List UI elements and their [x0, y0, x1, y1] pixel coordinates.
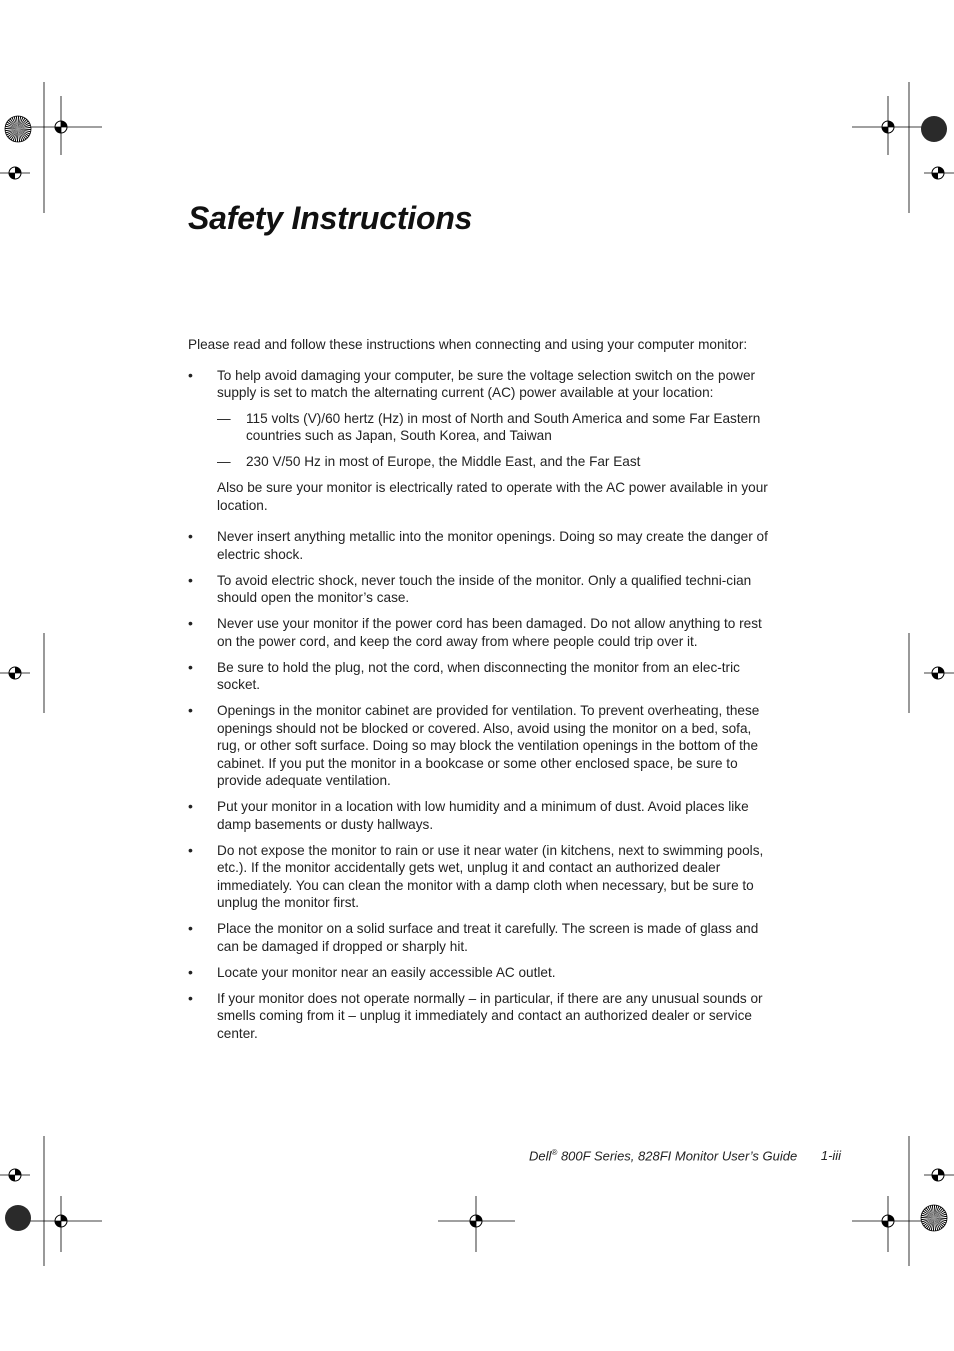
list-item-text: Put your monitor in a location with low humidity and a minimum of dust. Avoid places like damp basements or dusty hallways.	[217, 799, 749, 832]
dash-icon: —	[217, 410, 231, 426]
bullet-icon: •	[188, 798, 193, 814]
sub-list-item	[217, 410, 768, 445]
list-item-text: Never use your monitor if the power cord has been damaged. Do not allow anything to rest on the power cord, and keep the cord away from where people could trip over it.	[217, 616, 762, 649]
registration-mark-icon	[932, 1169, 944, 1181]
footer-guide-title: 800F Series, 828FI Monitor User’s Guide	[560, 1148, 798, 1164]
bullet-icon: •	[188, 920, 193, 936]
page-title: Safety Instructions	[188, 200, 473, 236]
bullet-icon: •	[188, 702, 193, 718]
registration-mark-icon	[9, 667, 21, 679]
registration-mark-icon	[470, 1215, 482, 1227]
bullet-icon: •	[188, 841, 193, 858]
list-item	[188, 842, 768, 912]
list-item-text: Locate your monitor near an easily accessible AC outlet.	[217, 964, 556, 980]
bullet-icon: •	[188, 615, 193, 631]
list-item	[188, 615, 768, 650]
dash-icon: —	[217, 454, 231, 469]
sub-list-item-text: 230 V/50 Hz in most of Europe, the Middle East, and the Far East	[246, 454, 641, 469]
list-item	[188, 367, 768, 515]
bullet-icon: •	[188, 528, 193, 544]
solid-disc-target-icon	[921, 116, 947, 142]
list-item-text: Never insert anything metallic into the monitor openings. Doing so may create the danger of electric shock.	[217, 529, 768, 562]
registration-mark-icon	[55, 121, 67, 133]
list-item	[188, 659, 768, 694]
bullet-icon: •	[188, 571, 193, 588]
page-number: 1-iii	[820, 1148, 842, 1164]
registered-mark: ®	[551, 1148, 558, 1157]
registration-mark-icon	[932, 667, 944, 679]
starburst-target-icon	[5, 116, 31, 142]
list-item-text: Place the monitor on a solid surface and treat it carefully. The screen is made of glass and can be damaged if dropped or sharply hit.	[217, 921, 759, 954]
registration-mark-icon	[882, 121, 894, 133]
starburst-target-icon	[921, 1205, 947, 1231]
list-item	[188, 572, 768, 607]
registration-mark-icon	[932, 167, 944, 179]
list-item-text: Be sure to hold the plug, not the cord, when disconnecting the monitor from an elec-tric socket.	[217, 659, 740, 692]
registration-mark-icon	[9, 1169, 21, 1181]
list-item	[188, 964, 768, 982]
voltage-sub-list	[217, 410, 768, 471]
footer-brand: Dell	[529, 1148, 552, 1164]
bullet-icon: •	[188, 963, 193, 980]
list-item-text: To help avoid damaging your computer, be sure the voltage selection switch on the power supply is set to match the alternating current (AC) power available at your location:	[217, 367, 756, 400]
sub-list-item	[217, 453, 768, 471]
intro-paragraph: Please read and follow these instructions when connecting and using your computer monitor:	[188, 337, 748, 352]
bullet-icon: •	[188, 989, 193, 1006]
list-item	[188, 798, 768, 833]
bullet-icon: •	[188, 366, 193, 383]
list-item-text: Openings in the monitor cabinet are provided for ventilation. To prevent overheating, these openings should not be blocked or covered. Also, avoid using the monitor on a bed, sofa, rug, or other soft surface. Doing so may block the ventilation openings in the bottom of the cabinet. If you put the monitor in a bookcase or some other enclosed space, be sure to provide adequate ventilation.	[217, 703, 760, 788]
page-footer	[529, 1148, 841, 1163]
list-item	[188, 920, 768, 955]
registration-mark-icon	[9, 167, 21, 179]
list-item	[188, 702, 768, 790]
list-item-text: If your monitor does not operate normally – in particular, if there are any unusual sounds or smells coming from it – unplug it immediately and contact an authorized dealer or service center.	[217, 990, 763, 1041]
list-item	[188, 528, 768, 563]
list-item-text: Do not expose the monitor to rain or use it near water (in kitchens, next to swimming pools, etc.). If the monitor accidentally gets wet, unplug it and contact an authorized dealer immediately. You can clean the monitor with a damp cloth when necessary, but be sure to unplug the monitor first.	[217, 842, 764, 910]
sub-list-item-text: 115 volts (V)/60 hertz (Hz) in most of North and South America and some Far Eastern countries such as Japan, South Korea, and Taiwan	[246, 410, 761, 443]
list-item-note: Also be sure your monitor is electrically rated to operate with the AC power available in your location.	[217, 480, 768, 513]
safety-content	[188, 336, 768, 1051]
list-item-text: To avoid electric shock, never touch the inside of the monitor. Only a qualified techni-cian should open the monitor’s case.	[217, 572, 752, 605]
list-item	[188, 990, 768, 1043]
registration-mark-icon	[882, 1215, 894, 1227]
bullet-icon: •	[188, 658, 193, 675]
safety-bullet-list	[188, 367, 768, 1043]
registration-mark-icon	[55, 1215, 67, 1227]
solid-disc-target-icon	[5, 1205, 31, 1231]
